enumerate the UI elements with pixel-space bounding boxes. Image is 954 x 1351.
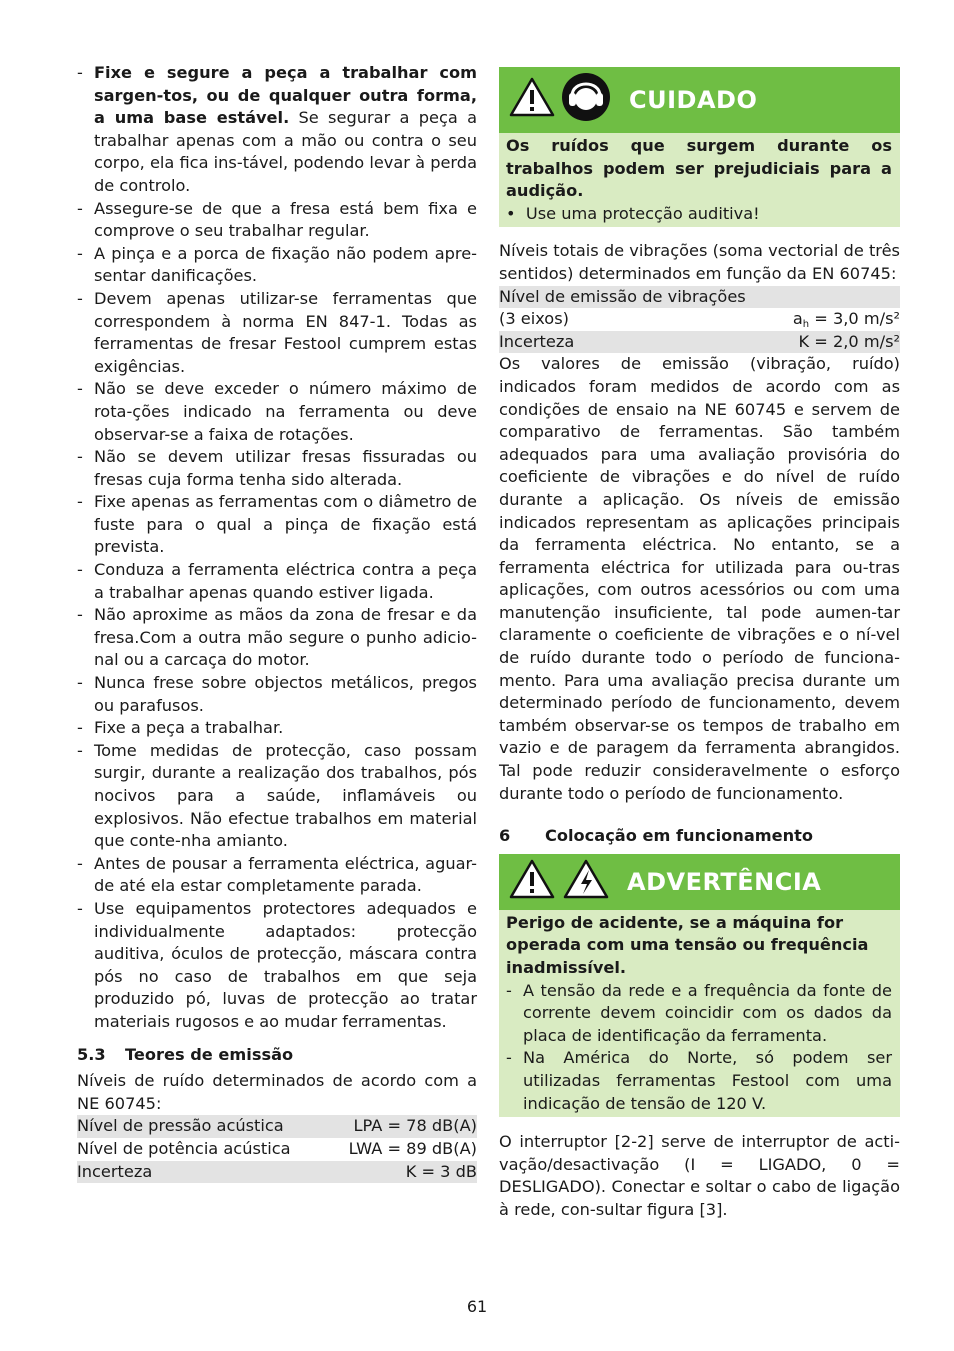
list-dash: - <box>77 243 83 263</box>
table-row <box>499 331 900 354</box>
list-dash: - <box>77 560 83 580</box>
list-item <box>77 672 477 717</box>
list-item-text: Conduza a ferramenta eléctrica contra a peça a trabalhar apenas quando estiver ligada. <box>94 560 477 602</box>
section-title: Teores de emissão <box>125 1044 294 1064</box>
caution-header <box>499 67 900 133</box>
list-dash: - <box>77 198 83 218</box>
list-item-text: Antes de pousar a ferramenta eléctrica, aguar-de até ela estar completamente parada. <box>94 853 477 896</box>
section-title: Colocação em funcionamento <box>545 826 813 846</box>
table-row <box>499 286 900 309</box>
list-item <box>77 446 477 491</box>
table-row <box>77 1138 477 1161</box>
electric-hazard-icon <box>563 858 609 907</box>
table-cell-value: K = 3 dB <box>405 1161 477 1181</box>
list-item-text: Use equipamentos protectores adequados e individualmente adaptados: protecção auditiva, óculos de protecção, máscara contra pós no caso de trabalhos em que seja produzido pó, luvas de protecção ao tratar materiais rugosos e ao mudar ferramentas. <box>94 898 477 1031</box>
list-dash: - <box>77 853 83 873</box>
noise-table <box>77 1115 477 1183</box>
table-cell-label: (3 eixos) <box>499 309 569 329</box>
caution-bullet-text: Use uma protecção auditiva! <box>525 203 760 223</box>
table-row <box>499 308 900 331</box>
warning-header <box>499 854 900 910</box>
table-cell-value <box>793 308 900 331</box>
list-item-text: Fixe apenas as ferramentas com o diâmetro de fuste para o qual a pinça de fixação está prevista. <box>94 492 477 557</box>
list-item-text: Não se devem utilizar fresas fissuradas ou fresas cuja forma tenha sido alterada. <box>94 447 477 489</box>
table-cell-value: LPA = 78 dB(A) <box>353 1116 477 1136</box>
noise-intro: Níveis de ruído determinados de acordo com a NE 60745: <box>77 1071 477 1113</box>
list-item-text: Não aproxime as mãos da zona de fresar e da fresa.Com a outra mão segure o punho adicio-nal ou a carcaça do motor. <box>94 605 477 670</box>
list-dash: - <box>506 1048 512 1068</box>
warning-body <box>499 910 900 1117</box>
table-row <box>77 1115 477 1138</box>
list-item <box>77 378 477 446</box>
table-cell-label: Nível de potência acústica <box>77 1138 291 1158</box>
caution-text: Os ruídos que surgem durante os trabalhos podem ser prejudiciais para a audição. <box>506 136 892 201</box>
value-number: = 3,0 m/s² <box>809 309 900 329</box>
list-dash: - <box>77 605 83 625</box>
list-item <box>506 1047 892 1115</box>
caution-body <box>499 133 900 227</box>
list-item <box>77 898 477 1034</box>
table-cell-label: Incerteza <box>499 331 575 351</box>
table-cell-value: K = 2,0 m/s² <box>798 331 900 351</box>
table-cell-value: LWA = 89 dB(A) <box>348 1138 477 1158</box>
list-item-text: Na América do Norte, só podem ser utilizadas ferramentas Festool com uma indicação de tensão de 120 V. <box>523 1048 892 1113</box>
list-item <box>77 62 477 198</box>
list-dash: - <box>77 379 83 399</box>
list-item <box>77 717 477 740</box>
caution-title: CUIDADO <box>629 85 758 114</box>
switch-paragraph: O interruptor [2-2] serve de interruptor de acti-vação/desactivação (I = LIGADO, 0 = DESLIGADO). Conectar e soltar o cabo de ligação à rede, con-sultar figura [3]. <box>499 1132 900 1219</box>
ear-protection-icon <box>561 72 611 129</box>
list-dash: - <box>77 898 83 918</box>
list-dash: - <box>77 740 83 760</box>
list-item-text: Tome medidas de protecção, caso possam surgir, durante a realização dos trabalhos, pós nocivos para a saúde, inflamáveis ou explosivos. Não efectue trabalhos em material que conte-nha amianto. <box>94 740 477 851</box>
table-cell-label: Nível de pressão acústica <box>77 1116 284 1136</box>
list-item <box>77 853 477 898</box>
caution-bullet <box>506 203 892 226</box>
list-item <box>77 243 477 288</box>
list-item <box>77 288 477 378</box>
list-item <box>77 491 477 559</box>
list-dash: - <box>77 447 83 467</box>
warning-triangle-icon <box>509 76 555 125</box>
list-item-text: Não se deve exceder o número máximo de rota-ções indicado na ferramenta ou deve observar-se a faixa de rotações. <box>94 379 477 444</box>
list-dash: - <box>506 980 512 1000</box>
list-dash: - <box>77 288 83 308</box>
list-item-bold: Fixe e segure a peça a trabalhar com sargen-tos, ou de qualquer outra forma, a uma base estável. <box>94 63 477 128</box>
section-heading <box>499 825 900 848</box>
table-cell-label: Incerteza <box>77 1161 153 1181</box>
list-item <box>77 740 477 853</box>
list-dash: - <box>77 673 83 693</box>
table-row <box>77 1161 477 1184</box>
list-item <box>77 604 477 672</box>
vibration-table <box>499 286 900 354</box>
caution-box <box>499 67 900 227</box>
list-dash: - <box>77 63 83 82</box>
section-number: 6 <box>499 826 511 846</box>
list-dash: - <box>77 718 83 738</box>
section-number: 5.3 <box>77 1044 106 1064</box>
warning-box <box>499 854 900 1117</box>
value-subscript: h <box>802 319 810 331</box>
section-heading <box>77 1044 477 1067</box>
warning-title: ADVERTÊNCIA <box>627 867 822 896</box>
bullet-dot: • <box>506 203 526 223</box>
page-number: 61 <box>466 1297 488 1316</box>
warning-text: Perigo de acidente, se a máquina for operada com uma tensão ou frequência inadmissível. <box>506 912 869 977</box>
right-column <box>499 67 900 1222</box>
table-cell-label: Nível de emissão de vibrações <box>499 286 746 306</box>
warning-triangle-icon <box>509 858 555 907</box>
list-item-text: Nunca frese sobre objectos metálicos, pregos ou parafusos. <box>94 673 477 715</box>
left-column <box>77 62 477 1183</box>
emission-paragraph: Os valores de emissão (vibração, ruído) indicados foram medidos de acordo com as condições de ensaio na NE 60745 e servem de comparativo de ferramentas. São também adequados para uma avaliação provisória do coeficiente de vibrações e do nível de ruído durante a aplicação. Os níveis de emissão indicados representam as aplicações principais da ferramenta eléctrica. No entanto, se a ferramenta eléctrica for utilizada para ou-tras aplicações, com outros acessórios ou com uma manutenção insuficiente, tal pode aumen-tar claramente o coeficiente de vibrações e o ní-vel de ruído durante todo o período de funciona-mento. Para uma avaliação precisa durante um determinado período de funcionamento, devem também observar-se os tempos de trabalho em vazio e de paragem da ferramenta abrangidos. Tal pode reduzir consideravelmente o esforço durante todo o período de funcionamento. <box>499 354 900 803</box>
list-item <box>77 198 477 243</box>
value-symbol: a <box>792 309 803 329</box>
list-item-text: Fixe a peça a trabalhar. <box>94 718 284 738</box>
list-item <box>506 980 892 1048</box>
list-item-text: Assegure-se de que a fresa está bem fixa e comprove o seu trabalhar regular. <box>94 198 477 241</box>
list-dash: - <box>77 492 83 512</box>
list-item-text: A tensão da rede e a frequência da fonte de corrente devem coincidir com os dados da placa de identificação da ferramenta. <box>523 980 892 1045</box>
list-item <box>77 559 477 604</box>
list-item-text: A pinça e a porca de fixação não podem apre-sentar danificações. <box>94 243 477 286</box>
vibration-intro: Níveis totais de vibrações (soma vectorial de três sentidos) determinados em função da EN 60745: <box>499 241 900 283</box>
list-item-text: Se segurar a peça a trabalhar apenas com a mão ou contra o seu corpo, ela fica ins-tável, podendo levar à perda de controlo. <box>94 108 477 195</box>
list-item-text: Devem apenas utilizar-se ferramentas que correspondem à norma EN 847-1. Todas as ferramentas de fresar Festool cumprem estas exigências. <box>94 288 477 376</box>
